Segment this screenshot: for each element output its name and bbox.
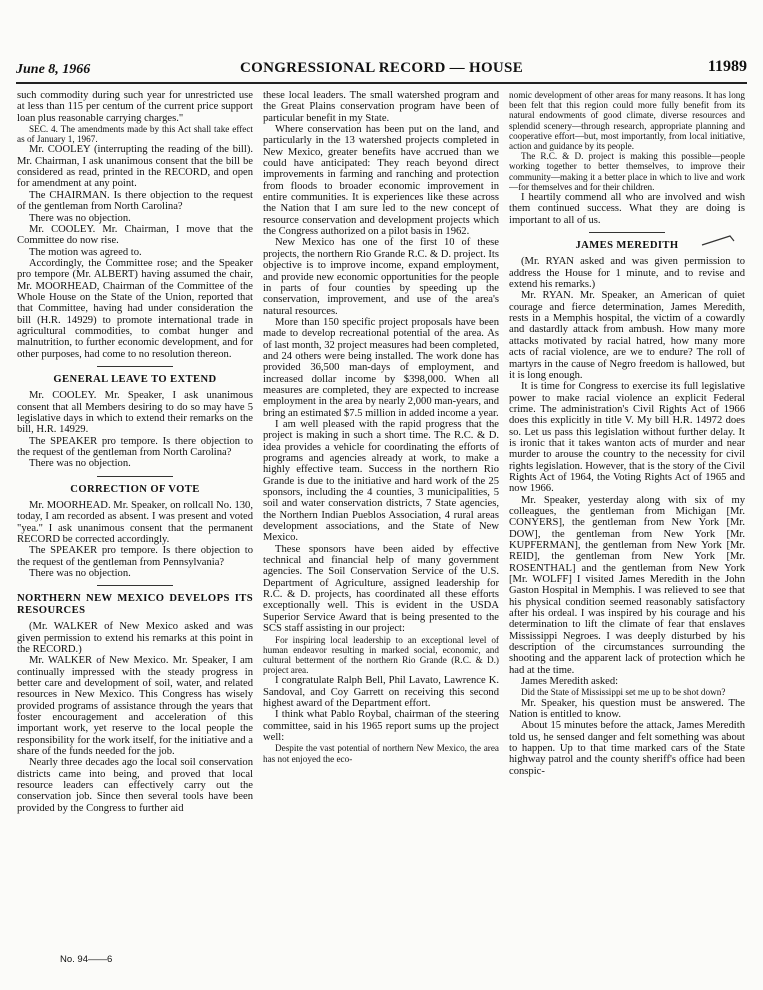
paragraph: these local leaders. The small watershed program and the Great Plains conservation program have been of particular benefit in my State. (263, 90, 499, 124)
column-1 (17, 90, 253, 970)
section-heading: JAMES MEREDITH (575, 240, 679, 252)
paragraph: The SPEAKER pro tempore. Is there objection to the request of the gentleman from North Carolina? (17, 435, 253, 459)
pen-mark-icon (700, 233, 736, 247)
paragraph: Mr. Speaker, yesterday along with six of my colleagues, the gentleman from Michigan [Mr. CONYERS], the gentleman from New York [Mr. DOW], the gentleman from New York [Mr. KUPFERMAN], the gentleman from New York [Mr. REID], the gentleman from New York [Mr. ROSENTHAL] and the gentleman from New York [Mr. WOLFF] I visited James Meredith in the John Gaston Hospital in Memphis. I was relieved to see that his physical condition seemed reasonably satisfactory after his ordeal. I was inspired by his courage and his determination to lift the climate of fear that enslaves Mississippi Negroes. I was deeply disturbed by his description of the circumstances surrounding the shooting and the apparent lack of protection which he had at the time. (509, 494, 745, 676)
paragraph: Where conservation has been put on the land, and particularly in the 13 watershed projects completed in New Mexico, greater benefits have accrued than we could have anticipated: They reach beyond direct improvements in farming and ranching and protection from floods to broader economic improvement in entire communities. It is experiences like these across the Nation that I am sure led to the new concept of resource conservation and development projects which the Congress authorized on a pilot basis in 1962. (263, 124, 499, 238)
block-quote: For inspiring local leadership to an exceptional level of human endeavor resulting in marked social, economic, and cultural betterment of the northern Rio Grande (R.C. & D.) project area. (263, 634, 499, 676)
column-2 (263, 90, 499, 970)
paragraph: New Mexico has one of the first 10 of these projects, the northern Rio Grande R.C. & D. project. Its objective is to improve income, expand employment, and provide new economic opportunities for the people in parts of four counties by speeding up the conservation, improvement, and use of the area's natural resources. (263, 237, 499, 317)
section-divider (589, 232, 665, 233)
paragraph: About 15 minutes before the attack, James Meredith told us, he sensed danger and felt something was about to happen. Up to that time marked cars of the State highway patrol and the county sheriff's office had been conspic- (509, 720, 745, 777)
section-divider (97, 476, 173, 477)
section-heading: CORRECTION OF VOTE (70, 483, 200, 495)
paragraph: James Meredith asked: (521, 676, 619, 688)
paragraph: These sponsors have been aided by effective technical and financial help of many government agencies. The Soil Conservation Service of the U.S. Department of Agriculture, assigned leadership for R.C. & D. projects, has coordinated all these efforts exceptionally well. This is evident in the USDA Superior Service Award that is being presented to the SCS staff assisting in our project: (263, 543, 499, 635)
paragraph: Mr. COOLEY. Mr. Chairman, I move that the Committee do now rise. (17, 223, 253, 247)
paragraph: I am well pleased with the rapid progress that the project is making in such a short time. The R.C. & D. idea provides a vehicle for coordinating the efforts of programs and agencies already at work, to make a highly effective team. Success in the northern Rio Grande is due to the initiative and hard work of the 25 sponsors, including the 4 counties, 3 municipalities, 5 soil and water conservation districts, 7 State agencies, the Northern Indian Pueblos Association, 4 rural areas development associations, and the State of New Mexico. (263, 418, 499, 544)
paragraph: I congratulate Ralph Bell, Phil Lavato, Lawrence K. Sandoval, and Coy Garrett on receiving this second highest award of the Department effort. (263, 675, 499, 709)
section-heading: GENERAL LEAVE TO EXTEND (53, 373, 217, 385)
paragraph: The SPEAKER pro tempore. Is there objection to the request of the gentleman from Pennsylvania? (17, 545, 253, 568)
paragraph: It is time for Congress to exercise its full legislative power to make racial violence an explicit Federal crime. The administration's Civil Rights Act of 1966 does this explicitly in title V. My bill H.R. 14972 does so. Let us pass this legislation without further delay. It is ironic that it takes wanton acts of murder and near murder to arouse the country to the necessity for civil rights legislation. However, that is the story of the Civil Rights Act of 1964, the Voting Rights Act of 1965 and now 1966. (509, 381, 745, 495)
paragraph: Nearly three decades ago the local soil conservation districts came into being, and proved that local resource leaders can effectively carry out the conservation job. Since then several tools have been provided by the Congress to further aid (17, 757, 253, 814)
section-divider (97, 366, 173, 367)
paragraph: SEC. 4. The amendments made by this Act shall take effect as of January 1, 1967. (17, 124, 253, 145)
paragraph: More than 150 specific project proposals have been made to develop recreational potential of the area. As of last month, 32 project measures had been completed, and 24 others were being installed. The work done has provided 36,500 man-days of employment, and increased dollar income by $398,000. When all measures are completed, they are expected to increase employment in the area by nearly 2,000 man-years, and bring an estimated $7.5 million in added income a year. (263, 316, 499, 419)
paragraph: I heartily commend all who are involved and wish them continued success. What they are doing is important to all of us. (509, 192, 745, 226)
column-3 (509, 90, 745, 970)
paragraph: (Mr. RYAN asked and was given permission to address the House for 1 minute, and to revise and extend his remarks.) (509, 256, 745, 291)
paragraph: The CHAIRMAN. Is there objection to the request of the gentleman from North Carolina? (17, 189, 253, 213)
paragraph: such commodity during such year for unrestricted use at less than 115 per centum of the current price support loan plus reasonable carrying charges." (17, 90, 253, 124)
block-quote: Did the State of Mississippi set me up to be shot down? (521, 687, 726, 698)
paragraph: Mr. MOORHEAD. Mr. Speaker, on rollcall No. 130, today, I am recorded as absent. I was present and voted "yea." I ask unanimous consent that the permanent RECORD be corrected accordingly. (17, 500, 253, 546)
section-heading: NORTHERN NEW MEXICO DEVELOPS ITS RESOURCES (17, 593, 253, 616)
block-quote: nomic development of other areas for many reasons. It has long been felt that this region could more fully benefit from its natural endowments of good climate, diverse resources and splendid scenery—through research, appropriate planning and cooperative effort—but, most importantly, from local initiative, action and guidance by its people. (509, 90, 745, 152)
header-title: CONGRESSIONAL RECORD — HOUSE (239, 60, 524, 76)
paragraph: Mr. COOLEY. Mr. Speaker, I ask unanimous consent that all Members desiring to do so may have 5 legislative days in which to extend their remarks on the bill, H.R. 14929. (17, 390, 253, 436)
paragraph: Mr. RYAN. Mr. Speaker, an American of quiet courage and fierce determination, James Meredith, rests in a Memphis hospital, the victim of a cowardly and dastardly attack from ambush. How many more attacks motivated by racial hatred, how many more acts of racial violence, are we to endure? The roll of martyrs in the cause of Negro freedom is hallowed, but it is long enough. (509, 290, 745, 381)
page-header (16, 58, 747, 82)
paragraph: There was no objection. (29, 568, 131, 580)
header-page-number: 11989 (707, 58, 747, 75)
header-rule (16, 82, 747, 84)
page-footer-label: No. 94——6 (60, 954, 113, 965)
paragraph: Accordingly, the Committee rose; and the Speaker pro tempore (Mr. ALBERT) having assumed the chair, Mr. MOORHEAD, Chairman of the Committee of the Whole House on the State of the Union, reported that that Committee, having had under consideration the bill (H.R. 14929) to promote international trade in agricultural commodities, to combat hunger and malnutrition, to further economic development, and for other purposes, had come to no resolution thereon. (17, 257, 253, 360)
paragraph: There was no objection. (29, 212, 131, 224)
section-divider (97, 585, 173, 586)
paragraph: I think what Pablo Roybal, chairman of the steering committee, said in his 1965 report sums up the project well: (263, 709, 499, 744)
block-quote: The R.C. & D. project is making this possible—people working together to better themselves, to improve their community—making it a better place in which to live and work—for themselves and for their children. (509, 151, 745, 192)
paragraph: Mr. COOLEY (interrupting the reading of the bill). Mr. Chairman, I ask unanimous consent that the bill be considered as read, printed in the RECORD, and open for amendment at any point. (17, 144, 253, 190)
paragraph: There was no objection. (29, 458, 131, 470)
paragraph: Mr. WALKER of New Mexico. Mr. Speaker, I am continually impressed with the steady progress in better care and development of soil, water, and related resources in New Mexico. This Congress has wisely provided programs of assistance through the years that foster encouragement and acceleration of this important work, yet reserve to the local people the responsibility for the work itself, for the initiative and a share of the funds needed for the job. (17, 655, 253, 757)
header-date: June 8, 1966 (16, 62, 91, 77)
block-quote: Despite the vast potential of northern New Mexico, the area has not enjoyed the eco- (263, 743, 499, 764)
paragraph: The motion was agreed to. (29, 246, 142, 258)
paragraph: (Mr. WALKER of New Mexico asked and was given permission to extend his remarks at this point in the RECORD.) (17, 621, 253, 655)
paragraph: Mr. Speaker, his question must be answered. The Nation is entitled to know. (509, 697, 745, 721)
